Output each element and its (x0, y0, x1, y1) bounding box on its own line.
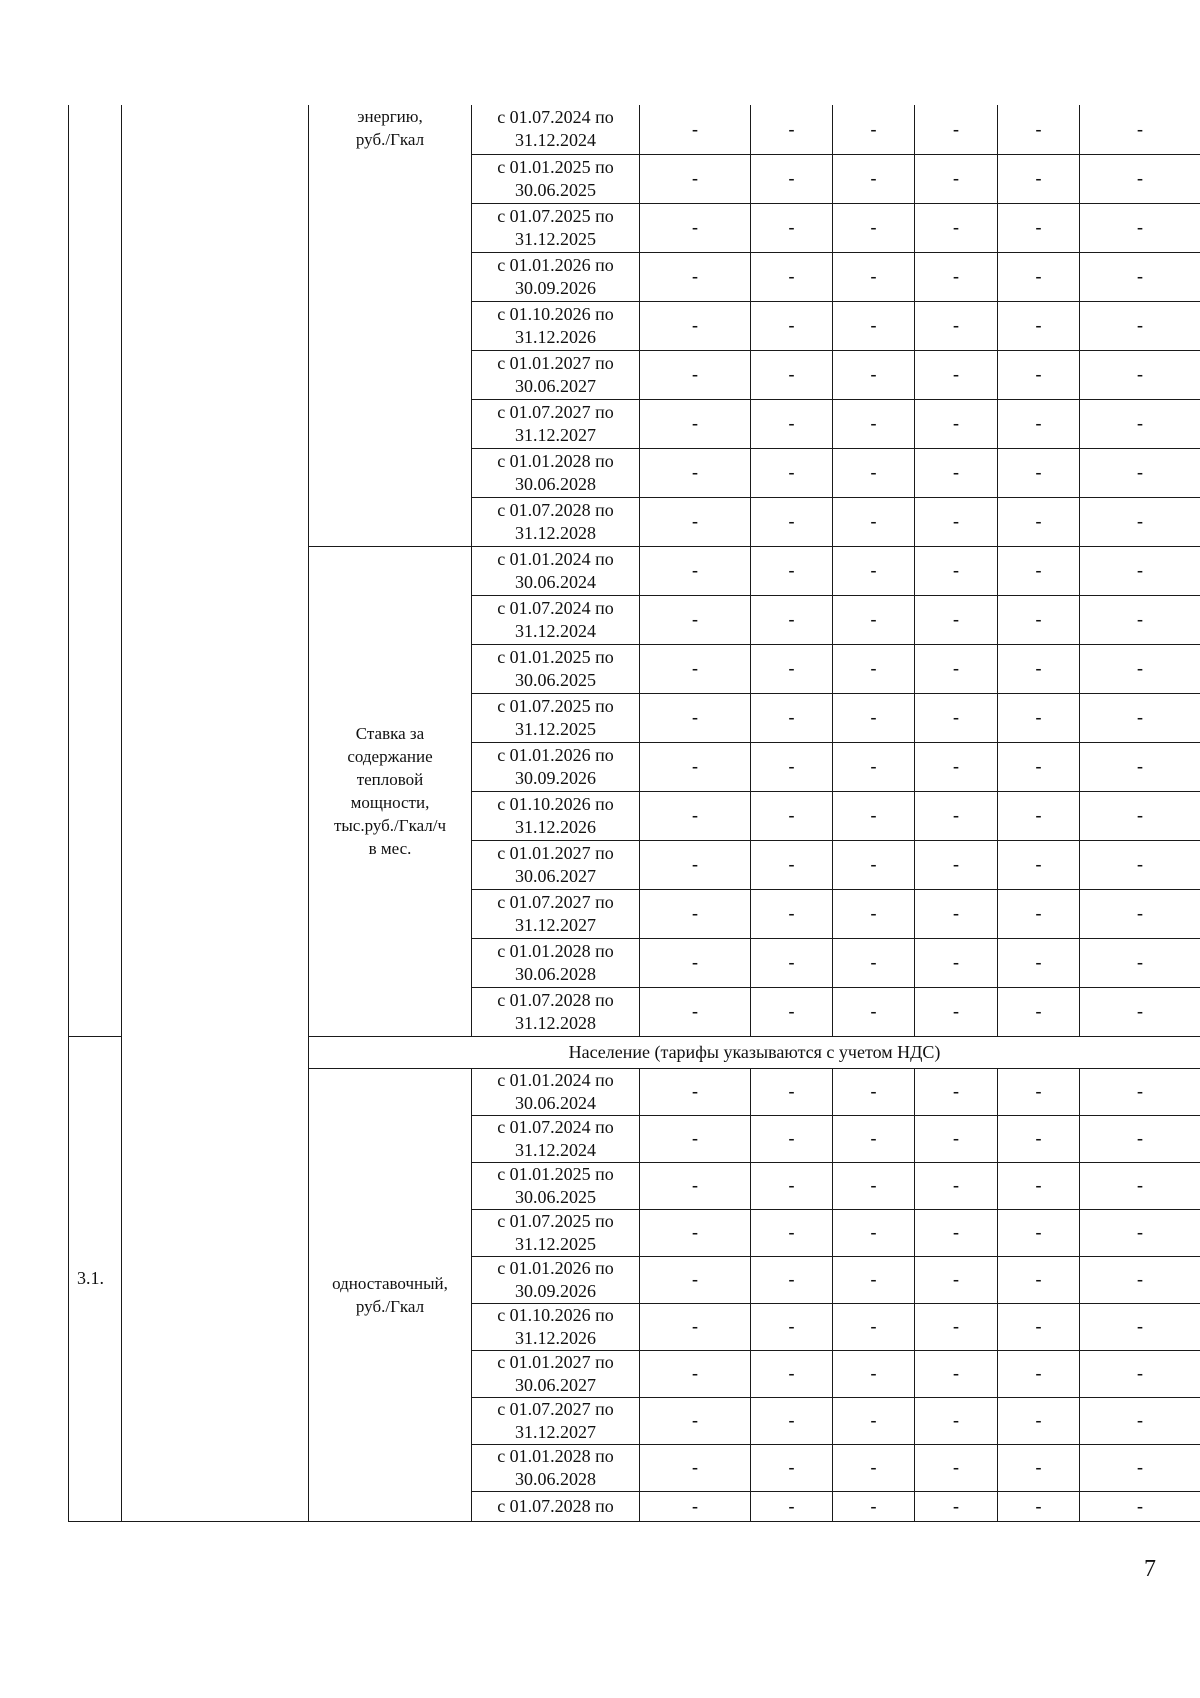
value-cell: - (1080, 742, 1200, 791)
value-cell: - (998, 497, 1080, 546)
value-cell: - (915, 105, 998, 154)
value-cell: - (640, 644, 751, 693)
value-cell: - (998, 742, 1080, 791)
value-cell: - (915, 1491, 998, 1521)
period-to: 30.09.2026 (515, 767, 596, 788)
value-cell: - (640, 399, 751, 448)
blank-column-cell (122, 105, 309, 1521)
period-to: 30.06.2025 (515, 1186, 596, 1207)
tariff-table (68, 105, 1200, 1522)
period-to: 30.06.2027 (515, 375, 596, 396)
value-cell: - (751, 1115, 833, 1162)
period-to: 30.06.2024 (515, 1092, 596, 1113)
period-cell (472, 546, 640, 595)
value-cell: - (1080, 203, 1200, 252)
period-from: с 01.07.2028 по (497, 1495, 614, 1516)
value-cell: - (833, 1303, 915, 1350)
category-label-single-rate (309, 1068, 472, 1521)
value-cell: - (1080, 1115, 1200, 1162)
value-cell: - (1080, 1444, 1200, 1491)
value-cell: - (751, 791, 833, 840)
period-to: 30.06.2025 (515, 179, 596, 200)
value-cell: - (998, 987, 1080, 1036)
value-cell: - (751, 644, 833, 693)
period-to: 30.06.2028 (515, 963, 596, 984)
value-cell: - (915, 644, 998, 693)
value-cell: - (751, 742, 833, 791)
period-cell (472, 1397, 640, 1444)
value-cell: - (998, 1209, 1080, 1256)
value-cell: - (751, 1491, 833, 1521)
period-to: 30.09.2026 (515, 1280, 596, 1301)
value-cell: - (833, 448, 915, 497)
value-cell: - (640, 1350, 751, 1397)
value-cell: - (833, 840, 915, 889)
value-cell: - (1080, 938, 1200, 987)
period-cell (472, 203, 640, 252)
period-to: 31.12.2028 (515, 522, 596, 543)
period-to: 31.12.2026 (515, 816, 596, 837)
value-cell: - (915, 1397, 998, 1444)
value-cell: - (1080, 791, 1200, 840)
value-cell: - (915, 1303, 998, 1350)
value-cell: - (915, 203, 998, 252)
value-cell: - (998, 1491, 1080, 1521)
value-cell: - (751, 203, 833, 252)
value-cell: - (915, 1162, 998, 1209)
period-from: с 01.01.2027 по (497, 1351, 614, 1372)
value-cell: - (1080, 301, 1200, 350)
value-cell: - (1080, 154, 1200, 203)
value-cell: - (998, 105, 1080, 154)
period-to: 31.12.2025 (515, 1233, 596, 1254)
period-from: с 01.01.2026 по (497, 744, 614, 765)
value-cell: - (998, 595, 1080, 644)
period-cell (472, 1256, 640, 1303)
page-number: 7 (1144, 1556, 1156, 1582)
period-from: с 01.01.2028 по (497, 450, 614, 471)
value-cell: - (998, 1397, 1080, 1444)
value-cell: - (640, 987, 751, 1036)
period-from: с 01.01.2028 по (497, 940, 614, 961)
period-to: 30.06.2024 (515, 571, 596, 592)
value-cell: - (640, 742, 751, 791)
value-cell: - (998, 693, 1080, 742)
value-cell: - (751, 693, 833, 742)
value-cell: - (1080, 1068, 1200, 1115)
value-cell: - (833, 399, 915, 448)
value-cell: - (751, 1068, 833, 1115)
value-cell: - (998, 350, 1080, 399)
value-cell: - (751, 1209, 833, 1256)
value-cell: - (998, 448, 1080, 497)
value-cell: - (1080, 1491, 1200, 1521)
value-cell: - (833, 1209, 915, 1256)
value-cell: - (998, 840, 1080, 889)
value-cell: - (640, 497, 751, 546)
value-cell: - (998, 301, 1080, 350)
value-cell: - (751, 252, 833, 301)
value-cell: - (640, 448, 751, 497)
period-cell (472, 1444, 640, 1491)
period-from: с 01.01.2024 по (497, 1069, 614, 1090)
period-cell (472, 350, 640, 399)
value-cell: - (998, 1444, 1080, 1491)
value-cell: - (833, 693, 915, 742)
value-cell: - (915, 399, 998, 448)
value-cell: - (833, 154, 915, 203)
value-cell: - (998, 938, 1080, 987)
value-cell: - (915, 1115, 998, 1162)
period-from: с 01.07.2024 по (497, 107, 614, 128)
value-cell: - (751, 546, 833, 595)
value-cell: - (915, 1209, 998, 1256)
period-from: с 01.01.2025 по (497, 1163, 614, 1184)
value-cell: - (833, 938, 915, 987)
period-from: с 01.07.2027 по (497, 401, 614, 422)
value-cell: - (640, 1303, 751, 1350)
value-cell: - (998, 1350, 1080, 1397)
value-cell: - (915, 791, 998, 840)
value-cell: - (833, 889, 915, 938)
value-cell: - (833, 546, 915, 595)
period-cell (472, 497, 640, 546)
value-cell: - (1080, 252, 1200, 301)
category-label-capacity-rate (309, 546, 472, 1036)
value-cell: - (751, 154, 833, 203)
value-cell: - (640, 1115, 751, 1162)
value-cell: - (915, 252, 998, 301)
value-cell: - (1080, 1162, 1200, 1209)
value-cell: - (998, 203, 1080, 252)
period-cell (472, 252, 640, 301)
value-cell: - (1080, 1350, 1200, 1397)
value-cell: - (833, 1491, 915, 1521)
value-cell: - (833, 791, 915, 840)
period-cell (472, 399, 640, 448)
period-from: с 01.10.2026 по (497, 793, 614, 814)
value-cell: - (751, 840, 833, 889)
period-cell (472, 105, 640, 154)
period-cell (472, 154, 640, 203)
value-cell: - (998, 644, 1080, 693)
value-cell: - (998, 791, 1080, 840)
period-to: 30.06.2025 (515, 669, 596, 690)
value-cell: - (833, 1068, 915, 1115)
value-cell: - (915, 1444, 998, 1491)
value-cell: - (640, 154, 751, 203)
period-cell (472, 448, 640, 497)
value-cell: - (915, 840, 998, 889)
period-cell (472, 1303, 640, 1350)
value-cell: - (640, 1209, 751, 1256)
value-cell: - (640, 693, 751, 742)
value-cell: - (833, 1162, 915, 1209)
value-cell: - (640, 595, 751, 644)
value-cell: - (833, 1115, 915, 1162)
value-cell: - (640, 203, 751, 252)
value-cell: - (1080, 350, 1200, 399)
period-cell (472, 840, 640, 889)
value-cell: - (1080, 644, 1200, 693)
value-cell: - (833, 301, 915, 350)
period-from: с 01.07.2027 по (497, 891, 614, 912)
value-cell: - (915, 448, 998, 497)
value-cell: - (915, 742, 998, 791)
period-from: с 01.07.2028 по (497, 989, 614, 1010)
value-cell: - (998, 1303, 1080, 1350)
period-cell (472, 301, 640, 350)
value-cell: - (640, 1256, 751, 1303)
period-from: с 01.07.2024 по (497, 1116, 614, 1137)
value-cell: - (1080, 889, 1200, 938)
category-text: Ставка за содержание тепловой мощности, тыс.руб./Гкал/ч в мес. (333, 724, 447, 858)
value-cell: - (751, 399, 833, 448)
value-cell: - (1080, 546, 1200, 595)
value-cell: - (915, 1068, 998, 1115)
value-cell: - (833, 105, 915, 154)
value-cell: - (1080, 595, 1200, 644)
value-cell: - (915, 546, 998, 595)
value-cell: - (1080, 497, 1200, 546)
period-cell (472, 1162, 640, 1209)
period-to: 31.12.2025 (515, 718, 596, 739)
row-number-cell (69, 1036, 122, 1521)
period-to: 31.12.2027 (515, 914, 596, 935)
period-to: 31.12.2024 (515, 620, 596, 641)
value-cell: - (833, 595, 915, 644)
value-cell: - (640, 1444, 751, 1491)
value-cell: - (751, 350, 833, 399)
period-cell (472, 1350, 640, 1397)
value-cell: - (640, 350, 751, 399)
period-to: 30.06.2028 (515, 1468, 596, 1489)
period-to: 31.12.2027 (515, 424, 596, 445)
value-cell: - (751, 497, 833, 546)
period-cell (472, 693, 640, 742)
period-to: 30.06.2028 (515, 473, 596, 494)
period-from: с 01.01.2028 по (497, 1445, 614, 1466)
period-to: 30.06.2027 (515, 1374, 596, 1395)
period-to: 30.06.2027 (515, 865, 596, 886)
value-cell: - (1080, 693, 1200, 742)
value-cell: - (751, 595, 833, 644)
value-cell: - (998, 252, 1080, 301)
value-cell: - (915, 693, 998, 742)
period-cell (472, 987, 640, 1036)
period-from: с 01.01.2026 по (497, 254, 614, 275)
period-cell (472, 644, 640, 693)
value-cell: - (1080, 987, 1200, 1036)
value-cell: - (915, 1350, 998, 1397)
value-cell: - (1080, 1209, 1200, 1256)
period-to: 31.12.2027 (515, 1421, 596, 1442)
value-cell: - (833, 1397, 915, 1444)
value-cell: - (915, 350, 998, 399)
value-cell: - (833, 1350, 915, 1397)
value-cell: - (751, 105, 833, 154)
value-cell: - (640, 1162, 751, 1209)
value-cell: - (915, 301, 998, 350)
value-cell: - (640, 938, 751, 987)
value-cell: - (640, 1068, 751, 1115)
period-from: с 01.01.2025 по (497, 156, 614, 177)
value-cell: - (751, 938, 833, 987)
value-cell: - (751, 1397, 833, 1444)
period-to: 31.12.2026 (515, 1327, 596, 1348)
value-cell: - (1080, 399, 1200, 448)
period-from: с 01.01.2026 по (497, 1257, 614, 1278)
period-from: с 01.07.2025 по (497, 1210, 614, 1231)
row-number-cell-upper (69, 105, 122, 1036)
value-cell: - (1080, 840, 1200, 889)
category-label-energy-rate (309, 105, 472, 546)
table-row (69, 105, 1200, 154)
period-cell (472, 791, 640, 840)
period-from: с 01.01.2024 по (497, 548, 614, 569)
value-cell: - (833, 1444, 915, 1491)
period-from: с 01.07.2027 по (497, 1398, 614, 1419)
period-from: с 01.07.2024 по (497, 597, 614, 618)
period-to: 30.09.2026 (515, 277, 596, 298)
period-from: с 01.07.2025 по (497, 205, 614, 226)
period-cell (472, 1115, 640, 1162)
value-cell: - (833, 497, 915, 546)
value-cell: - (1080, 105, 1200, 154)
value-cell: - (640, 1397, 751, 1444)
value-cell: - (915, 987, 998, 1036)
value-cell: - (751, 1303, 833, 1350)
value-cell: - (915, 938, 998, 987)
value-cell: - (751, 987, 833, 1036)
value-cell: - (915, 595, 998, 644)
value-cell: - (1080, 1256, 1200, 1303)
value-cell: - (751, 1444, 833, 1491)
value-cell: - (998, 154, 1080, 203)
period-cell (472, 742, 640, 791)
category-text: энергию, руб./Гкал (355, 107, 425, 149)
period-to: 31.12.2024 (515, 130, 596, 151)
value-cell: - (833, 987, 915, 1036)
value-cell: - (1080, 1397, 1200, 1444)
value-cell: - (915, 1256, 998, 1303)
value-cell: - (1080, 1303, 1200, 1350)
period-to: 31.12.2026 (515, 326, 596, 347)
value-cell: - (640, 301, 751, 350)
period-cell (472, 1491, 640, 1521)
category-text: одноставочный, руб./Гкал (332, 1273, 448, 1316)
period-to: 31.12.2028 (515, 1012, 596, 1033)
period-to: 31.12.2024 (515, 1139, 596, 1160)
value-cell: - (915, 154, 998, 203)
value-cell: - (833, 644, 915, 693)
value-cell: - (833, 1256, 915, 1303)
value-cell: - (998, 399, 1080, 448)
period-cell (472, 889, 640, 938)
period-to: 31.12.2025 (515, 228, 596, 249)
value-cell: - (640, 105, 751, 154)
value-cell: - (915, 497, 998, 546)
value-cell: - (751, 1350, 833, 1397)
value-cell: - (640, 1491, 751, 1521)
period-cell (472, 938, 640, 987)
value-cell: - (998, 1162, 1080, 1209)
value-cell: - (1080, 448, 1200, 497)
period-from: с 01.01.2025 по (497, 646, 614, 667)
value-cell: - (998, 889, 1080, 938)
period-from: с 01.01.2027 по (497, 352, 614, 373)
period-from: с 01.01.2027 по (497, 842, 614, 863)
value-cell: - (640, 791, 751, 840)
value-cell: - (915, 889, 998, 938)
value-cell: - (998, 1256, 1080, 1303)
value-cell: - (998, 546, 1080, 595)
value-cell: - (640, 889, 751, 938)
value-cell: - (751, 1162, 833, 1209)
value-cell: - (751, 301, 833, 350)
value-cell: - (998, 1068, 1080, 1115)
section-title: Население (тарифы указываются с учетом НДС) (309, 1036, 1200, 1068)
value-cell: - (833, 203, 915, 252)
value-cell: - (833, 350, 915, 399)
period-from: с 01.10.2026 по (497, 1304, 614, 1325)
value-cell: - (751, 448, 833, 497)
period-from: с 01.10.2026 по (497, 303, 614, 324)
period-cell (472, 1068, 640, 1115)
period-cell (472, 1209, 640, 1256)
value-cell: - (640, 546, 751, 595)
period-from: с 01.07.2028 по (497, 499, 614, 520)
value-cell: - (751, 1256, 833, 1303)
period-cell (472, 595, 640, 644)
value-cell: - (640, 840, 751, 889)
value-cell: - (640, 252, 751, 301)
value-cell: - (998, 1115, 1080, 1162)
value-cell: - (833, 742, 915, 791)
value-cell: - (751, 889, 833, 938)
value-cell: - (833, 252, 915, 301)
period-from: с 01.07.2025 по (497, 695, 614, 716)
row-number: 3.1. (77, 1268, 104, 1288)
